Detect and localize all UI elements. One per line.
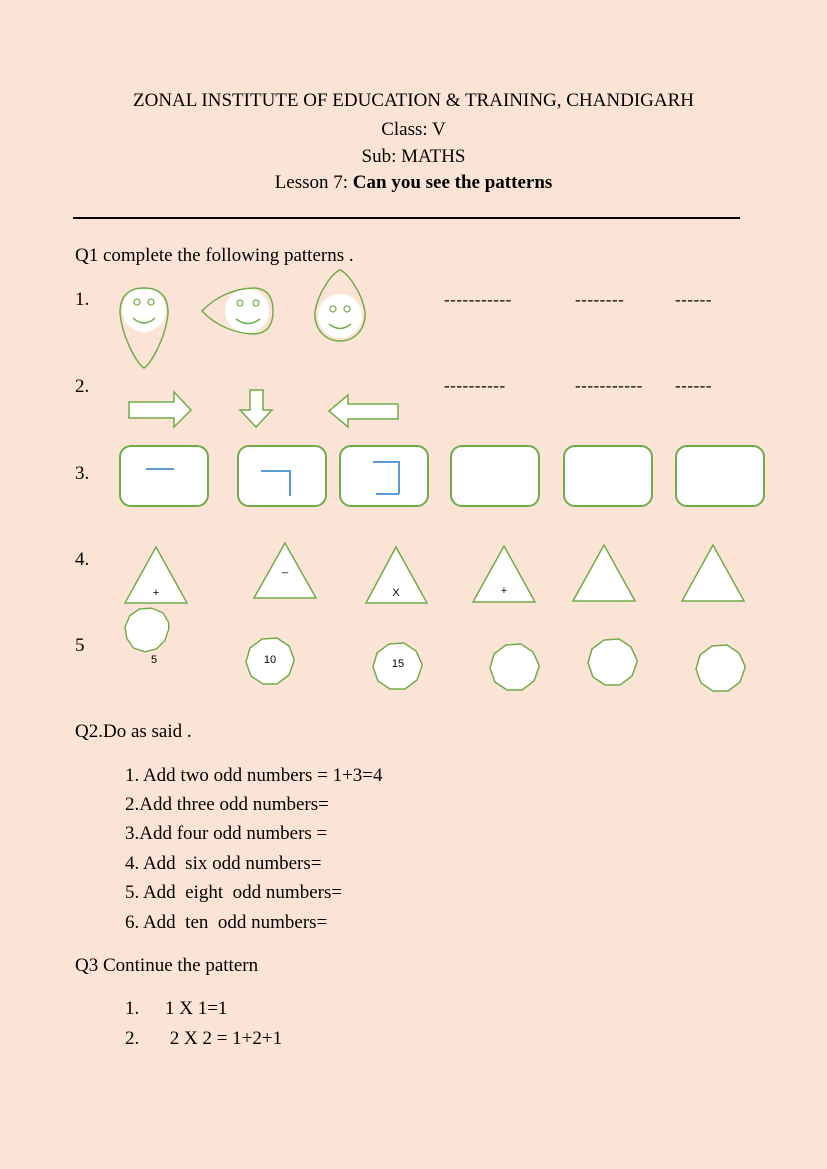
q1-row2-blank-1[interactable]: ---------- xyxy=(444,376,506,395)
q2-item-4: 4. Add six odd numbers= xyxy=(125,853,322,874)
q2-item-2: 2.Add three odd numbers= xyxy=(125,794,329,815)
q2-title: Q2.Do as said . xyxy=(75,721,192,742)
q1-row1-number: 1. xyxy=(75,289,90,310)
triangle-1-symbol: + xyxy=(152,587,160,599)
q2-item-5: 5. Add eight odd numbers= xyxy=(125,882,343,903)
q2-item-6: 6. Add ten odd numbers= xyxy=(125,912,328,933)
q1-row5-number: 5 xyxy=(75,635,85,656)
q3-title: Q3 Continue the pattern xyxy=(75,955,259,976)
institute-name: ZONAL INSTITUTE OF EDUCATION & TRAINING, CHANDIGARH xyxy=(133,90,694,111)
number-circle-6 xyxy=(696,645,745,691)
q1-row1-blank-3[interactable]: ------ xyxy=(675,290,712,309)
q1-title: Q1 complete the following patterns . xyxy=(75,245,354,266)
triangle-4-symbol: + xyxy=(500,585,508,597)
circle-2-value: 10 xyxy=(263,654,277,666)
circle-3-value: 15 xyxy=(391,658,405,670)
q1-row1-blank-1[interactable]: ----------- xyxy=(444,290,512,309)
number-circle-4 xyxy=(490,644,539,690)
q3-item-2-text: 2 X 2 = 1+2+1 xyxy=(165,1028,283,1049)
q1-row2-blank-2[interactable]: ----------- xyxy=(575,376,643,395)
circle-1-value: 5 xyxy=(150,654,158,666)
q3-item-1-number: 1. xyxy=(125,998,140,1019)
q2-item-3: 3.Add four odd numbers = xyxy=(125,823,328,844)
lesson-prefix: Lesson 7: xyxy=(274,172,353,193)
lesson-title: Can you see the patterns xyxy=(352,172,553,193)
q1-row2-blank-3[interactable]: ------ xyxy=(675,376,712,395)
q2-item-1: 1. Add two odd numbers = 1+3=4 xyxy=(125,765,383,786)
triangle-2-symbol: _ xyxy=(281,562,289,574)
subject-line: Sub: MATHS xyxy=(361,146,466,167)
q3-item-1-text: 1 X 1=1 xyxy=(165,998,228,1019)
number-circle-5 xyxy=(588,639,637,685)
triangle-3-symbol: X xyxy=(392,587,400,599)
q1-row4-number: 4. xyxy=(75,549,90,570)
class-line: Class: V xyxy=(381,119,446,140)
q1-row2-number: 2. xyxy=(75,376,90,397)
q1-row1-blank-2[interactable]: -------- xyxy=(575,290,625,309)
q3-item-2-number: 2. xyxy=(125,1028,140,1049)
q1-row3-number: 3. xyxy=(75,463,90,484)
number-circle-1 xyxy=(125,608,169,652)
